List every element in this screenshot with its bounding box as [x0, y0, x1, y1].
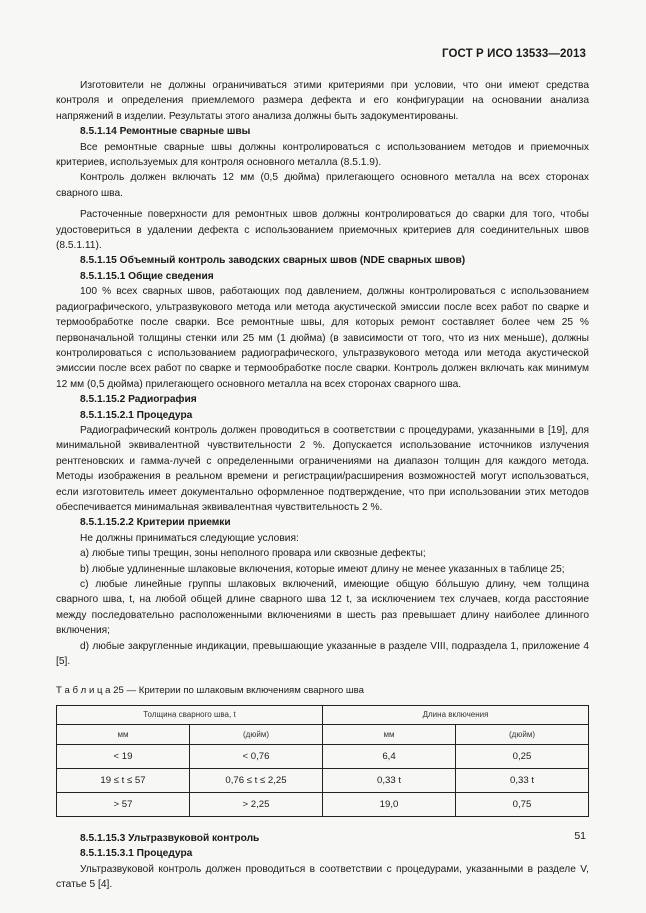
table-header-row [57, 705, 589, 724]
paragraph: Не должны приниматься следующие условия: [80, 532, 299, 544]
table-cell: > 57 [57, 792, 190, 816]
list-item: b) любые удлиненные шлаковые включения, которые имеют длину не менее указанных в таблице 25; [80, 563, 565, 575]
paragraph: 100 % всех сварных швов, работающих под давлением, должны контролироваться с использованием радиографического, ультразвукового метода или метода акустической эмиссии после всех работ по сварке и термообработке после сварки. Все ремонтные швы, для которых ремонт составляет более чем 25 % первоначальной толщины стенки или 25 мм (1 дюйма) (в зависимости от того, что из них меньше), должны контролироваться с использованием радиографического, ультразвукового метода или метода акустической эмиссии после всех работ по сварке и термообработке после сварки. Контроль должен включать как минимум 12 мм (0,5 дюйма) прилегающего основного металла на всех сторонах сварного шва. [56, 286, 589, 390]
paragraph: Радиографический контроль должен проводиться в соответствии с процедурами, указанными в [19], для минимальной эквивалентной чувствительности 2 %. Допускается использование источников излучения рентгеновских и гамма-лучей с определенными ограничениями на диапазон толщин для каждого метода. Методы изображения в реальном времени и регистрации/расширения возможностей могут использоваться, если изготовитель имеет документально оформленное подтверждение, что при использовании этих методов обеспечивается минимальная эквивалентная чувствительность 2 %. [56, 424, 589, 513]
criteria-table [56, 705, 589, 817]
table-cell: 0,33 t [323, 768, 456, 792]
table-unit-cell: мм [57, 724, 190, 744]
subsection-heading: 8.5.1.15.3 Ультразвуковой контроль [80, 832, 260, 844]
paragraph: Все ремонтные сварные швы должны контролироваться с использованием методов и приемочных критериев, используемых для контроля основного металла (8.5.1.9). [56, 141, 589, 169]
table-group-header: Длина включения [323, 705, 589, 724]
table-cell: < 0,76 [190, 744, 323, 768]
table-cell: 0,76 ≤ t ≤ 2,25 [190, 768, 323, 792]
section-heading: 8.5.1.14 Ремонтные сварные швы [80, 126, 251, 138]
page-number: 51 [574, 830, 586, 842]
document-header: ГОСТ Р ИСО 13533—2013 [441, 48, 586, 60]
table-cell: < 19 [57, 744, 190, 768]
table-cell: 6,4 [323, 744, 456, 768]
table-cell: 0,33 t [456, 768, 589, 792]
list-item: c) любые линейные группы шлаковых включений, имеющие общую бо́льшую длину, чем толщина сварного шва, t, на любой общей длине сварного шва 12 t, за исключением тех случаев, когда расстояние между последовательно расположенными включениями в шесть раз превышает длину наиболее длинного включения; [56, 579, 589, 637]
table-row [57, 744, 589, 768]
table-cell: 0,75 [456, 792, 589, 816]
table-group-header: Толщина сварного шва, t [57, 705, 323, 724]
subsection-heading: 8.5.1.15.3.1 Процедура [80, 848, 193, 860]
section-heading: 8.5.1.15 Объемный контроль заводских сварных швов (NDE сварных швов) [80, 255, 466, 267]
table-units-row [57, 724, 589, 744]
table-row [57, 768, 589, 792]
paragraph: Контроль должен включать 12 мм (0,5 дюйма) прилегающего основного металла на всех сторонах сварного шва. [56, 172, 589, 199]
table-unit-cell: (дюйм) [456, 724, 589, 744]
list-item: d) любые закругленные индикации, превышающие указанные в разделе VIII, подраздела 1, приложение 4 [5]. [56, 640, 589, 668]
document-body [56, 78, 589, 892]
table-unit-cell: мм [323, 724, 456, 744]
table-row [57, 792, 589, 816]
table-cell: 0,25 [456, 744, 589, 768]
paragraph: Изготовители не должны ограничиваться этими критериями при условии, что они имеют средства контроля и определения приемлемого размера дефекта и его конфигурации на основании анализа напряжений в изделии. Результаты этого анализа должны быть задокументированы. [56, 80, 589, 122]
table-cell: 19 ≤ t ≤ 57 [57, 768, 190, 792]
subsection-heading: 8.5.1.15.2.2 Критерии приемки [80, 517, 231, 529]
subsection-heading: 8.5.1.15.2 Радиография [80, 394, 197, 406]
paragraph: Расточенные поверхности для ремонтных швов должны контролироваться до сварки для того, чтобы удостовериться в удалении дефекта с использованием приемочных критериев для соединительных швов (8.5.1.11). [56, 209, 589, 252]
table-caption: Т а б л и ц а 25 — Критерии по шлаковым включениям сварного шва [56, 685, 364, 697]
table-unit-cell: (дюйм) [190, 724, 323, 744]
subsection-heading: 8.5.1.15.2.1 Процедура [80, 409, 193, 421]
list-item: a) любые типы трещин, зоны неполного провара или сквозные дефекты; [80, 548, 426, 560]
subsection-heading: 8.5.1.15.1 Общие сведения [80, 270, 214, 282]
table-cell: > 2,25 [190, 792, 323, 816]
paragraph: Ультразвуковой контроль должен проводиться в соответствии с процедурами, указанными в разделе V, статье 5 [4]. [56, 863, 589, 891]
table-cell: 19,0 [323, 792, 456, 816]
